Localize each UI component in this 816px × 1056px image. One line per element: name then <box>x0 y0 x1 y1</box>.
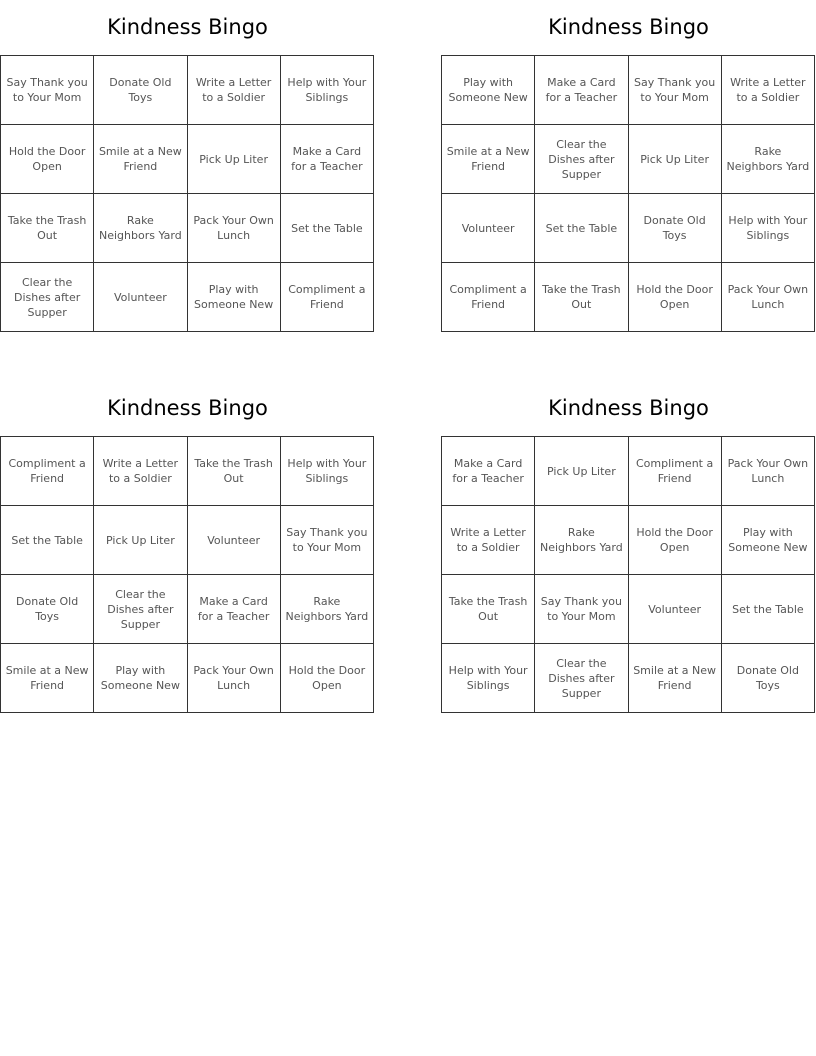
bingo-card-3 <box>0 381 375 713</box>
bingo-cell: Compliment a Friend <box>1 437 94 506</box>
bingo-cell: Take the Trash Out <box>535 263 628 332</box>
bingo-cell: Rake Neighbors Yard <box>535 506 628 575</box>
bingo-cell: Volunteer <box>94 263 187 332</box>
grid-row <box>442 194 815 263</box>
bingo-cell: Help with Your Siblings <box>280 437 373 506</box>
bingo-cell: Smile at a New Friend <box>442 125 535 194</box>
grid-row <box>1 56 374 125</box>
bingo-cell: Rake Neighbors Yard <box>94 194 187 263</box>
bingo-grid <box>441 436 815 713</box>
bingo-cell: Pick Up Liter <box>94 506 187 575</box>
bingo-cell: Help with Your Siblings <box>721 194 814 263</box>
bingo-cell: Hold the Door Open <box>1 125 94 194</box>
bingo-cell: Pack Your Own Lunch <box>721 437 814 506</box>
grid-row <box>442 125 815 194</box>
bingo-cell: Volunteer <box>628 575 721 644</box>
bingo-cell: Pack Your Own Lunch <box>187 194 280 263</box>
bingo-cell: Say Thank you to Your Mom <box>535 575 628 644</box>
bingo-cell: Write a Letter to a Soldier <box>94 437 187 506</box>
bingo-cell: Pick Up Liter <box>535 437 628 506</box>
bingo-cell: Clear the Dishes after Supper <box>94 575 187 644</box>
card-title: Kindness Bingo <box>548 15 709 39</box>
grid-row <box>1 125 374 194</box>
bingo-cell: Take the Trash Out <box>187 437 280 506</box>
bingo-cell: Take the Trash Out <box>1 194 94 263</box>
bingo-cell: Say Thank you to Your Mom <box>628 56 721 125</box>
bingo-cell: Take the Trash Out <box>442 575 535 644</box>
bingo-grid <box>0 436 374 713</box>
bingo-cell: Set the Table <box>721 575 814 644</box>
bingo-cell: Make a Card for a Teacher <box>535 56 628 125</box>
bingo-cell: Play with Someone New <box>442 56 535 125</box>
grid-row <box>442 644 815 713</box>
card-title: Kindness Bingo <box>548 396 709 420</box>
bingo-cell: Set the Table <box>535 194 628 263</box>
bingo-cell: Help with Your Siblings <box>442 644 535 713</box>
bingo-cell: Pack Your Own Lunch <box>187 644 280 713</box>
bingo-cell: Make a Card for a Teacher <box>280 125 373 194</box>
bingo-card-1 <box>0 0 375 332</box>
bingo-cell: Play with Someone New <box>94 644 187 713</box>
bingo-cell: Compliment a Friend <box>628 437 721 506</box>
bingo-cell: Hold the Door Open <box>628 263 721 332</box>
bingo-cell: Play with Someone New <box>187 263 280 332</box>
bingo-cell: Say Thank you to Your Mom <box>280 506 373 575</box>
bingo-cell: Set the Table <box>1 506 94 575</box>
bingo-cell: Say Thank you to Your Mom <box>1 56 94 125</box>
bingo-cell: Smile at a New Friend <box>94 125 187 194</box>
grid-row <box>442 56 815 125</box>
grid-row <box>1 194 374 263</box>
bingo-cell: Help with Your Siblings <box>280 56 373 125</box>
grid-row <box>442 437 815 506</box>
bingo-cell: Rake Neighbors Yard <box>721 125 814 194</box>
card-title: Kindness Bingo <box>107 396 268 420</box>
bingo-cell: Clear the Dishes after Supper <box>1 263 94 332</box>
bingo-cell: Make a Card for a Teacher <box>442 437 535 506</box>
bingo-cell: Make a Card for a Teacher <box>187 575 280 644</box>
grid-row <box>1 437 374 506</box>
grid-row <box>1 263 374 332</box>
bingo-cell: Volunteer <box>187 506 280 575</box>
bingo-cell: Hold the Door Open <box>628 506 721 575</box>
bingo-cell: Donate Old Toys <box>1 575 94 644</box>
bingo-cell: Clear the Dishes after Supper <box>535 125 628 194</box>
bingo-cell: Write a Letter to a Soldier <box>187 56 280 125</box>
bingo-cell: Volunteer <box>442 194 535 263</box>
bingo-cell: Donate Old Toys <box>94 56 187 125</box>
grid-row <box>1 644 374 713</box>
bingo-cell: Pick Up Liter <box>187 125 280 194</box>
bingo-cell: Donate Old Toys <box>628 194 721 263</box>
card-title: Kindness Bingo <box>107 15 268 39</box>
bingo-cell: Pick Up Liter <box>628 125 721 194</box>
bingo-cell: Clear the Dishes after Supper <box>535 644 628 713</box>
grid-row <box>442 506 815 575</box>
grid-row <box>1 506 374 575</box>
bingo-cell: Donate Old Toys <box>721 644 814 713</box>
bingo-grid <box>0 55 374 332</box>
bingo-card-4 <box>441 381 816 713</box>
bingo-cell: Hold the Door Open <box>280 644 373 713</box>
bingo-cell: Smile at a New Friend <box>1 644 94 713</box>
grid-row <box>442 575 815 644</box>
bingo-card-2 <box>441 0 816 332</box>
grid-row <box>1 575 374 644</box>
bingo-cell: Set the Table <box>280 194 373 263</box>
bingo-cell: Write a Letter to a Soldier <box>442 506 535 575</box>
bingo-cell: Compliment a Friend <box>442 263 535 332</box>
bingo-cell: Write a Letter to a Soldier <box>721 56 814 125</box>
grid-row <box>442 263 815 332</box>
bingo-cell: Play with Someone New <box>721 506 814 575</box>
bingo-cell: Smile at a New Friend <box>628 644 721 713</box>
bingo-cell: Rake Neighbors Yard <box>280 575 373 644</box>
bingo-cell: Compliment a Friend <box>280 263 373 332</box>
bingo-grid <box>441 55 815 332</box>
bingo-cell: Pack Your Own Lunch <box>721 263 814 332</box>
